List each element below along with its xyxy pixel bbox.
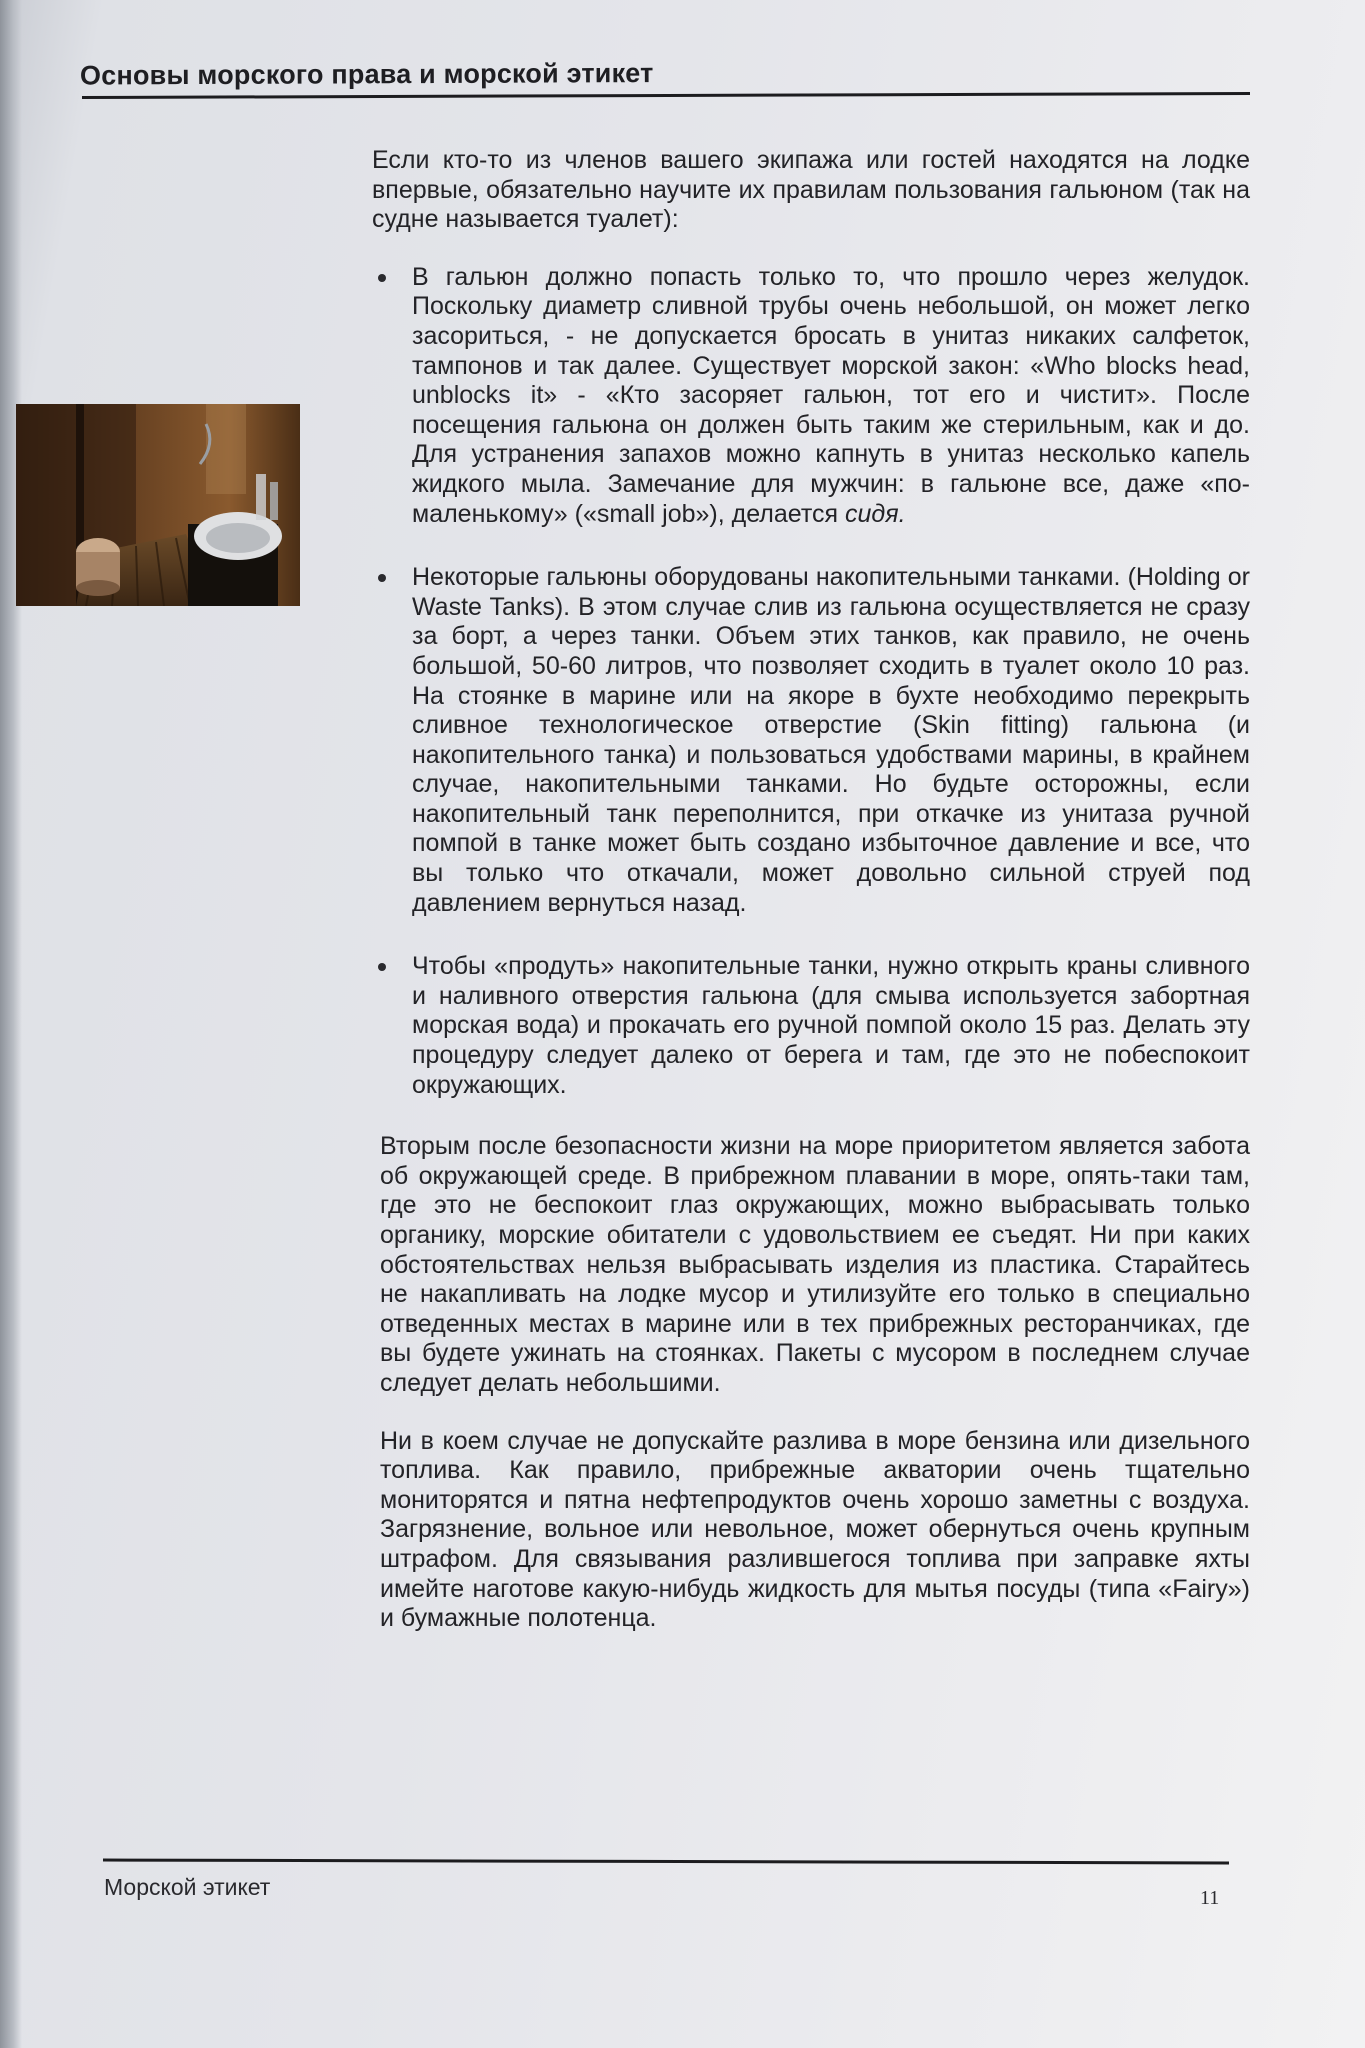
list-item <box>372 263 1250 529</box>
intro-paragraph: Если кто-то из членов вашего экипажа или гостей находятся на лодке впервые, обязательно научите их правилам пользования гальюном (так на судне называется туалет): <box>372 146 1250 234</box>
boat-head-photo <box>16 404 300 606</box>
fuel-spill-paragraph: Ни в коем случае не допускайте разлива в море бензина или дизельного топлива. Как правило, прибрежные акватории очень тщательно мониторятся и пятна нефтепродуктов очень хорошо заметны с воздуха. Загрязнение, вольное или невольное, может обернуться очень крупным штрафом. Для связывания разлившегося топлива при заправке яхты имейте наготове какую-нибудь жидкость для мытья посуды (типа «Fairy») и бумажные полотенца. <box>380 1426 1250 1633</box>
footer-rule <box>103 1859 1229 1865</box>
main-text <box>372 146 1250 1662</box>
toilet-rules-list <box>372 263 1250 1100</box>
page-number: 11 <box>1200 1887 1220 1909</box>
list-item-text: Некоторые гальюны оборудованы накопительными танками. (Holding or Waste Tanks). В этом случае слив из гальюна осуществляется не сразу за борт, а через танки. Объем этих танков, как правило, не очень большой, 50-60 литров, что позволяет сходить в туалет около 10 раз. На стоянке в марине или на якоре в бухте необходимо перекрыть сливное технологическое отверстие (Skin fitting) гальюна (и накопительного танка) и пользоваться удобствами марины, в крайнем случае, накопительными танками. Но будьте осторожны, если накопительный танк переполнится, при откачке из унитаза ручной помпой в танке может быть создано избыточное давление и все, что вы только что откачали, может довольно сильной струей под давлением вернуться назад. <box>412 563 1250 917</box>
footer-section-title: Морской этикет <box>104 1874 271 1900</box>
list-item-emphasis: сидя. <box>845 499 906 528</box>
bullet-icon <box>378 574 386 582</box>
list-item <box>372 563 1250 918</box>
list-item <box>372 952 1250 1100</box>
bullet-icon <box>378 963 386 971</box>
list-item-text: Чтобы «продуть» накопительные танки, нужно открыть краны сливного и наливного отверстия гальюна (для смыва используется забортная морская вода) и прокачать его ручной помпой около 15 раз. Делать эту процедуру следует далеко от берега и там, где это не побеспокоит окружающих. <box>412 952 1250 1099</box>
header-rule <box>82 92 1250 99</box>
environment-paragraph: Вторым после безопасности жизни на море приоритетом является забота об окружающей среде. В прибрежном плавании в море, опять-таки там, где это не беспокоит глаз окружающих, можно выбрасывать только органику, морские обитатели с удовольствием ее съедят. Ни при каких обстоятельствах нельзя выбрасывать изделия из пластика. Старайтесь не накапливать на лодке мусор и утилизуйте его только в специально отведенных местах в марине или в тех прибрежных ресторанчиках, где вы будете ужинать на стоянках. Пакеты с мусором в последнем случае следует делать небольшими. <box>380 1132 1250 1397</box>
boat-toilet-illustration <box>16 404 300 606</box>
running-header-title: Основы морского права и морской этикет <box>79 58 654 91</box>
page-spine-shadow <box>0 0 22 2048</box>
bullet-icon <box>378 274 386 282</box>
list-item-text: В гальюн должно попасть только то, что прошло через желудок. Поскольку диаметр сливной трубы очень небольшой, он может легко засориться, - не допускается бросать в унитаз никаких салфеток, тампонов и так далее. Существует морской закон: «Who blocks head, unblocks it» - «Кто засоряет гальюн, тот его и чистит». После посещения гальюна он должен быть таким же стерильным, как и до. Для устранения запахов можно капнуть в унитаз несколько капель жидкого мыла. Замечание для мужчин: в гальюне все, даже «по-маленькому» («small job»), делается <box>412 262 1250 528</box>
